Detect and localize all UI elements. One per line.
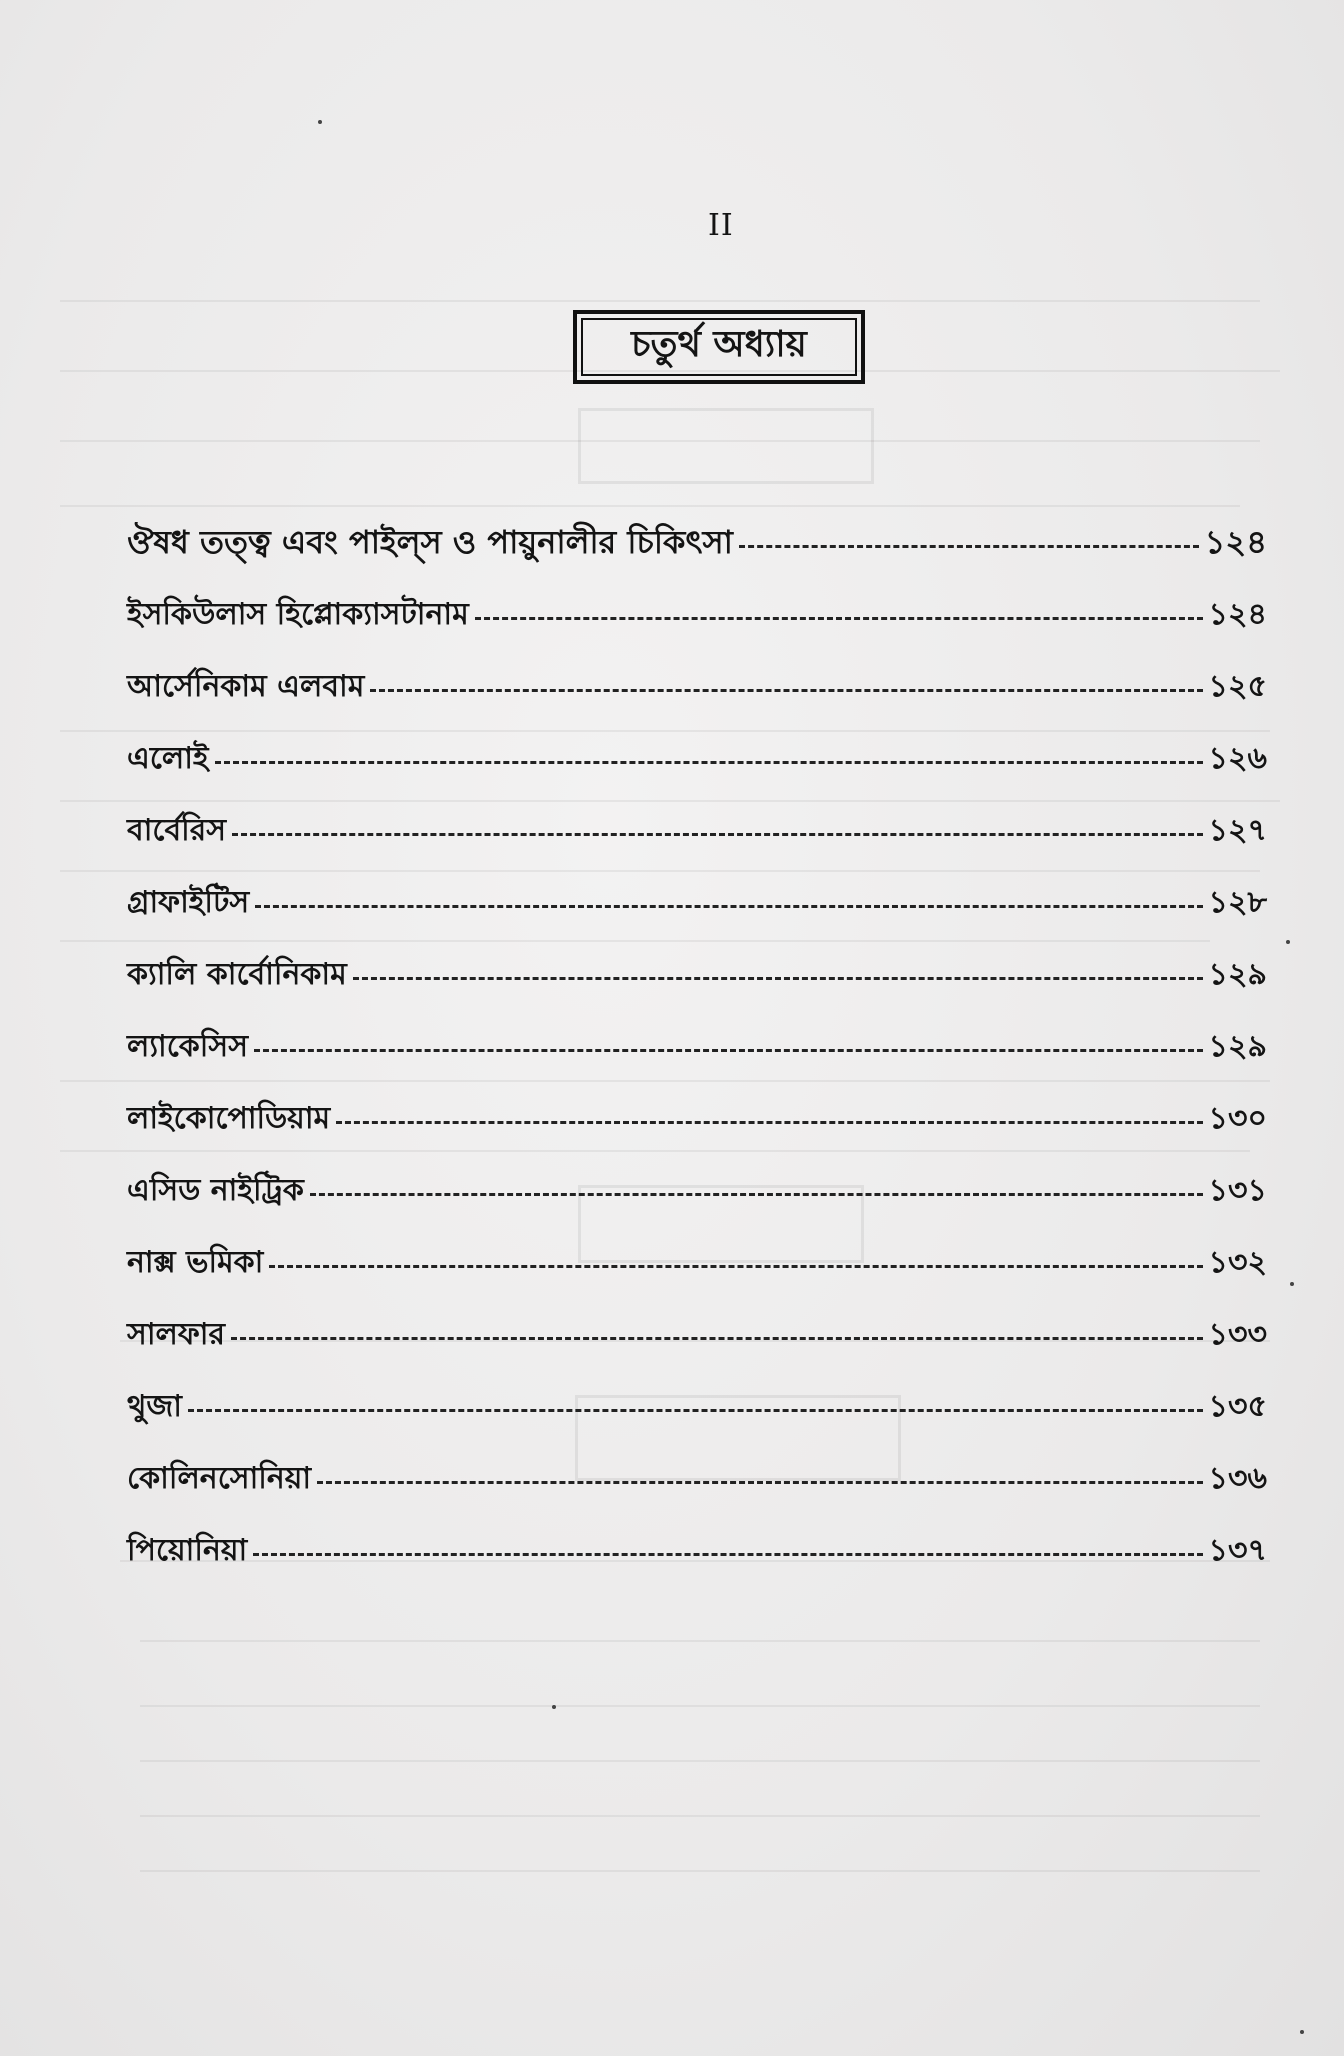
toc-entry-label: ইসকিউলাস হিপ্লোক্যাসটানাম [127, 597, 469, 632]
toc-leader [253, 1553, 1202, 1556]
toc-leader [269, 1265, 1202, 1268]
toc-leader [310, 1193, 1203, 1196]
toc-leader [232, 833, 1202, 836]
toc-entry [127, 1376, 1267, 1426]
toc-leader [255, 905, 1202, 908]
toc-leader [370, 689, 1202, 692]
toc-leader [739, 545, 1199, 548]
scan-speck [1290, 1282, 1294, 1286]
toc-entry-page: ১২৫ [1208, 669, 1267, 704]
toc-entry-label: নাক্স ভমিকা [127, 1245, 264, 1280]
toc-entry-page: ১২৪ [1204, 523, 1267, 561]
toc-entry [127, 1448, 1267, 1498]
scan-speck [1300, 2030, 1304, 2034]
toc-entry [127, 800, 1267, 850]
toc-entry-page: ১৩৬ [1208, 1461, 1267, 1496]
toc-entry [127, 1160, 1267, 1210]
toc-entry-label: ল্যাকেসিস [127, 1029, 249, 1064]
toc-entry [127, 656, 1267, 706]
toc-entry-label: আর্সেনিকাম এলবাম [127, 669, 365, 704]
toc-entry-label: গ্রাফাইটিস [127, 885, 250, 920]
toc-entry-page: ১২৮ [1208, 885, 1267, 920]
toc-entry-label: ঔষধ তত্ত্ব এবং পাইল্স ও পায়ুনালীর চিকিৎসা [127, 523, 733, 561]
toc-entry [127, 584, 1267, 634]
toc-entry-label: সালফার [127, 1317, 225, 1352]
toc-entry [127, 872, 1267, 922]
toc-entry-label: এসিড নাইট্রিক [127, 1173, 304, 1208]
toc-entry-label: পিয়োনিয়া [127, 1533, 248, 1568]
toc-leader [353, 977, 1203, 980]
toc-entry-page: ১৩৩ [1208, 1317, 1267, 1352]
toc-leader [188, 1409, 1203, 1412]
page-number: II [708, 208, 734, 243]
toc-entry-page: ১৩১ [1208, 1173, 1267, 1208]
chapter-title-box [573, 310, 865, 384]
toc-entry [127, 1232, 1267, 1282]
toc-entry-page: ১২৯ [1208, 1029, 1267, 1064]
toc-entry [127, 944, 1267, 994]
scan-speck [318, 120, 322, 124]
toc-entry-label: থুজা [127, 1389, 182, 1424]
toc-entry-page: ১৩২ [1208, 1245, 1267, 1280]
toc-entry [127, 512, 1267, 562]
toc-leader [317, 1481, 1202, 1484]
toc-entry [127, 1520, 1267, 1570]
toc-leader [254, 1049, 1203, 1052]
toc-leader [215, 761, 1203, 764]
toc-entry-page: ১২৪ [1208, 597, 1267, 632]
toc-entry-page: ১২৯ [1208, 957, 1267, 992]
toc-entry-label: বার্বেরিস [127, 813, 227, 848]
toc-entry-page: ১৩৫ [1208, 1389, 1267, 1424]
toc-entry [127, 1304, 1267, 1354]
chapter-title: চতুর্থ অধ্যায় [581, 318, 857, 376]
scan-speck [552, 1705, 556, 1709]
toc-entry-label: ক্যালি কার্বোনিকাম [127, 957, 347, 992]
toc-leader [231, 1337, 1203, 1340]
toc-leader [475, 617, 1203, 620]
toc-entry-page: ১৩০ [1208, 1101, 1267, 1136]
toc-leader [336, 1121, 1202, 1124]
toc-entry [127, 1016, 1267, 1066]
toc-entry-page: ১৩৭ [1208, 1533, 1267, 1568]
toc-entry-page: ১২৬ [1208, 741, 1267, 776]
toc-entry-label: লাইকোপোডিয়াম [127, 1101, 331, 1136]
toc-entry-label: কোলিনসোনিয়া [127, 1461, 312, 1496]
toc-entry-page: ১২৭ [1208, 813, 1267, 848]
toc-entry-label: এলোই [127, 741, 209, 776]
toc-entry [127, 1088, 1267, 1138]
toc-entry [127, 728, 1267, 778]
scan-speck [1286, 940, 1290, 944]
